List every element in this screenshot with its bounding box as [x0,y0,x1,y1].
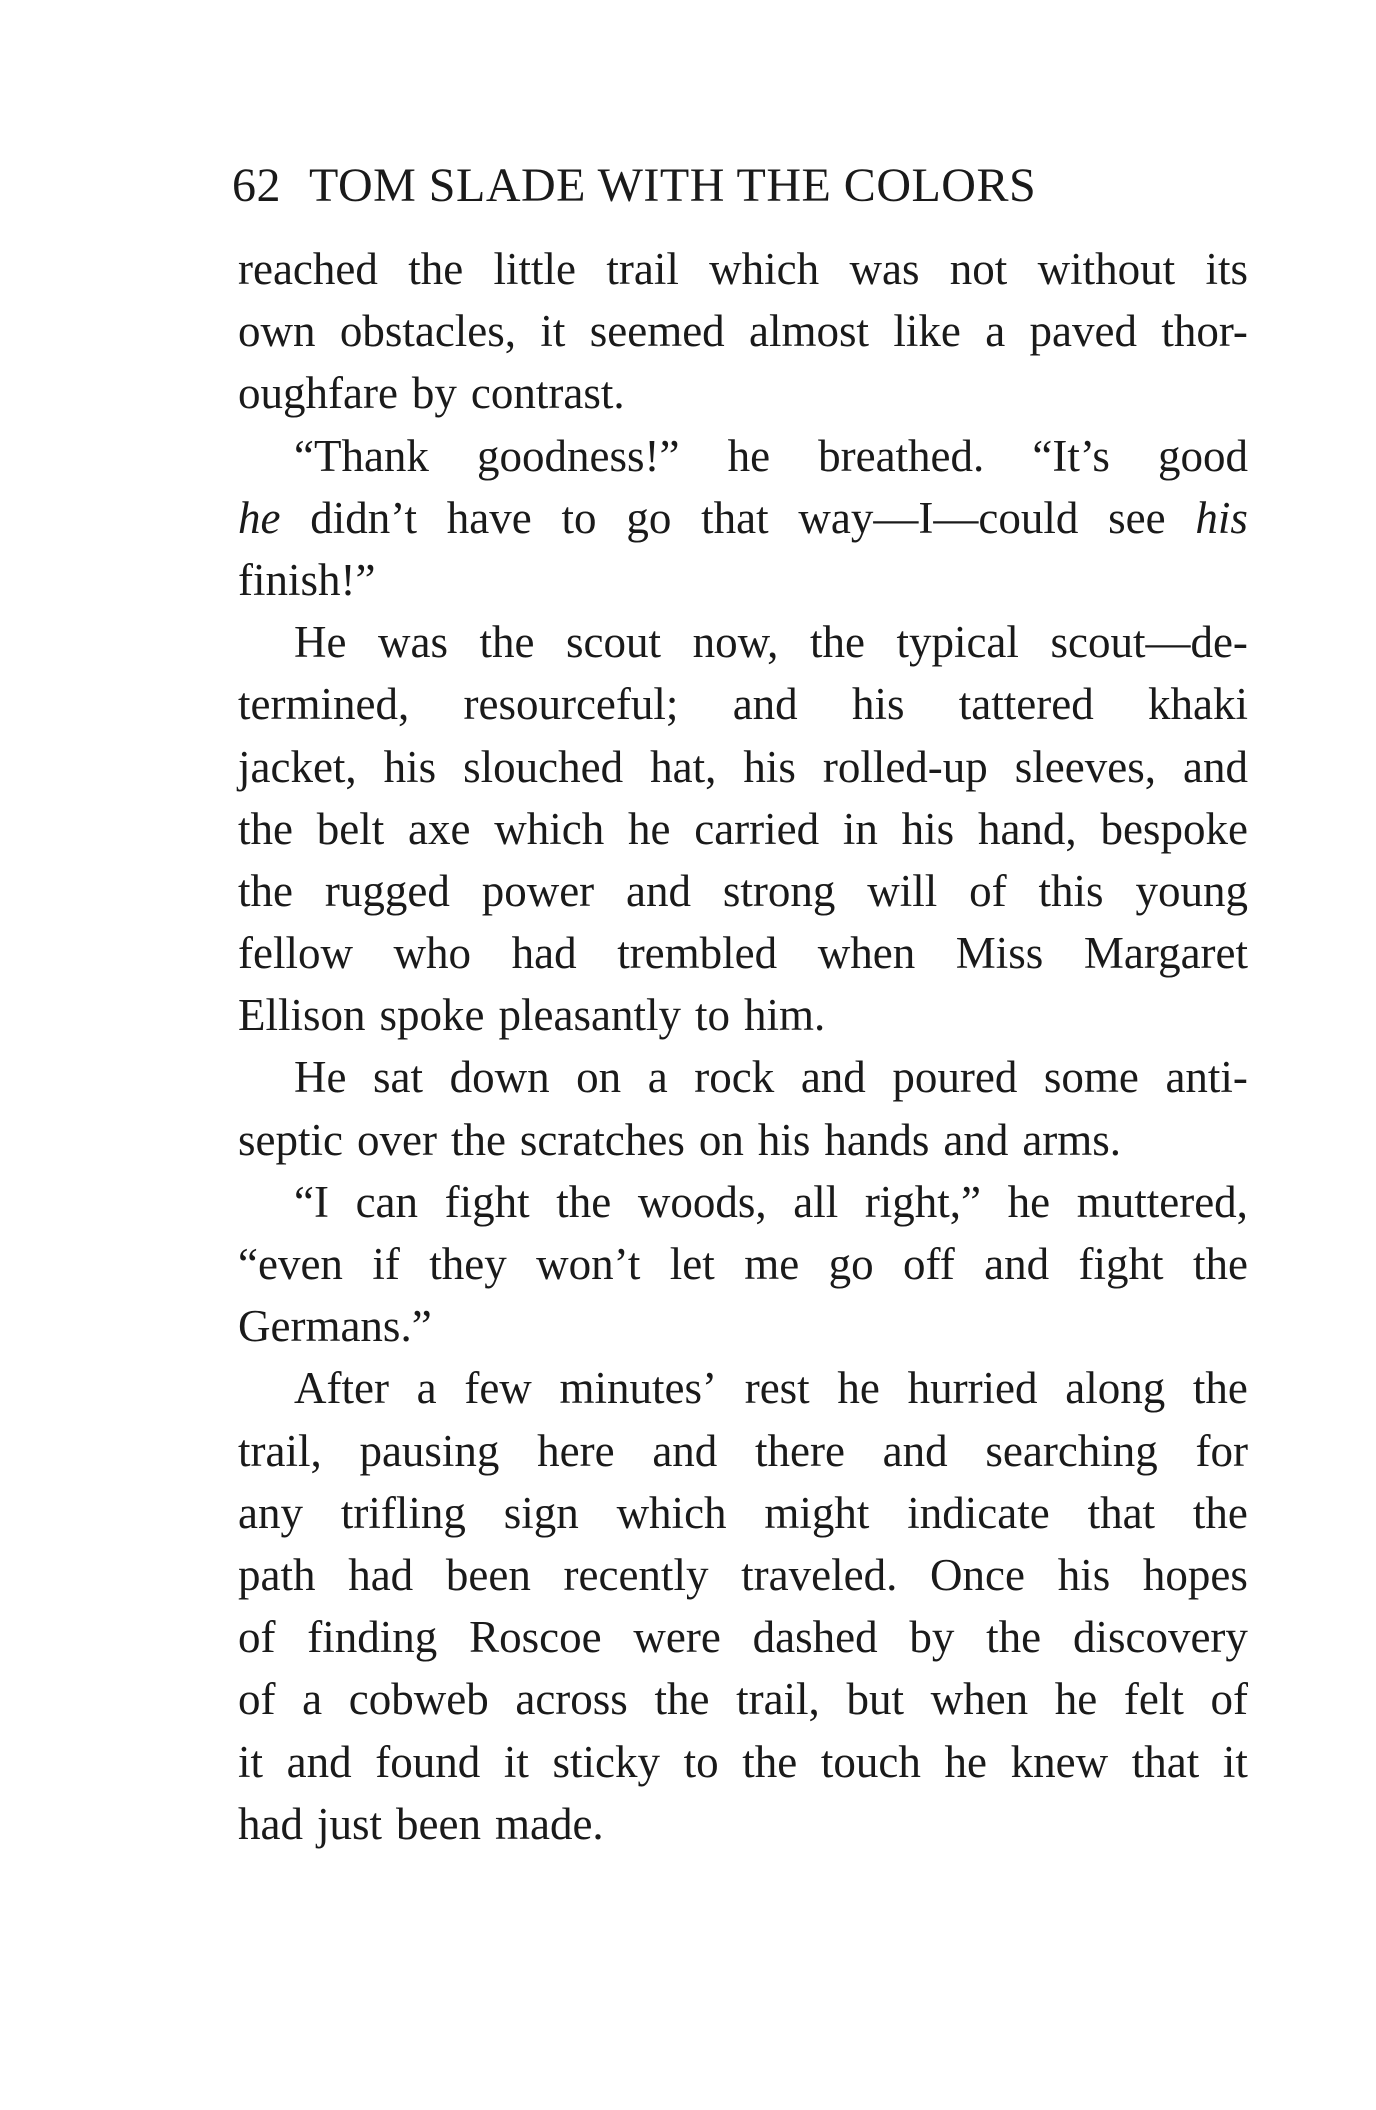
text-line: the belt axe which he carried in his hand, bespoke [238,803,1248,854]
text-line: own obstacles, it seemed almost like a paved thor- [238,306,1248,357]
text-line: “even if they won’t let me go off and fight the [238,1239,1248,1289]
text-line: the rugged power and strong will of this young [238,865,1248,916]
text-line: he didn’t have to go that way—I—could see his [238,492,1248,543]
paragraph [238,1357,1248,1855]
text-line: had just been made. [238,1798,604,1849]
text-line: it and found it sticky to the touch he knew that it [238,1736,1248,1787]
paragraph [238,1046,1248,1170]
text-line: septic over the scratches on his hands and arms. [238,1114,1122,1165]
text-line: Germans.” [238,1301,432,1352]
text-line: finish!” [238,554,376,605]
text-line: of finding Roscoe were dashed by the discovery [238,1612,1248,1663]
paragraph [238,1171,1248,1358]
text-line: He was the scout now, the typical scout—de- [294,617,1248,668]
text-line: oughfare by contrast. [238,368,625,419]
text-line: Ellison spoke pleasantly to him. [238,990,826,1041]
text-line: path had been recently traveled. Once his hopes [238,1549,1248,1600]
text-line: He sat down on a rock and poured some anti- [294,1052,1248,1103]
text-line: any trifling sign which might indicate that the [238,1487,1248,1538]
text-line: termined, resourceful; and his tattered khaki [238,679,1248,730]
text-line: of a cobweb across the trail, but when he felt of [238,1674,1248,1725]
text-line: trail, pausing here and there and searching for [238,1425,1248,1476]
running-head [232,150,1172,222]
page-number: 62 [232,159,281,212]
text-line: “I can fight the woods, all right,” he muttered, [294,1176,1248,1227]
text-line: After a few minutes’ rest he hurried along the [294,1363,1248,1414]
running-title: TOM SLADE WITH THE COLORS [309,159,1037,212]
text-line: “Thank goodness!” he breathed. “It’s good [294,430,1248,481]
paragraph [238,238,1248,425]
text-line: jacket, his slouched hat, his rolled-up sleeves, and [238,741,1248,792]
body-text [238,238,1248,1855]
paragraph [238,611,1248,1046]
paragraph [238,425,1248,612]
text-line: reached the little trail which was not without its [238,244,1248,294]
text-line: fellow who had trembled when Miss Margaret [238,928,1248,979]
